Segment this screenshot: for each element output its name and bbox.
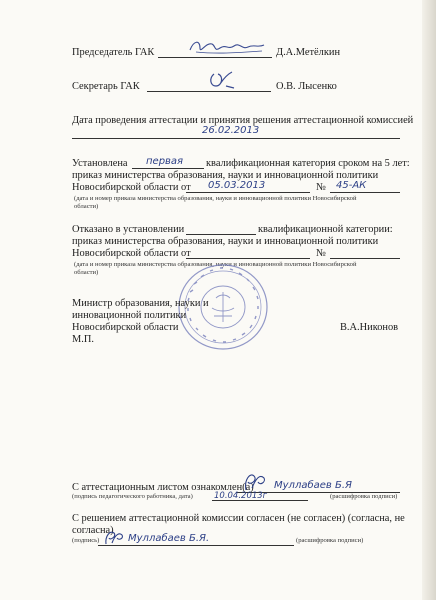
acquainted-date: 10.04.2013г: [214, 491, 268, 501]
minister-title-line-3: Новосибирской области: [72, 322, 179, 333]
acquainted-text: С аттестационным листом ознакомлен(а): [72, 482, 254, 493]
agreement-caption-left: (подпись): [72, 537, 100, 544]
minister-title-line-1: Министр образования, науки и: [72, 298, 209, 309]
agreement-signature-name: Муллабаев Б.Я.: [128, 533, 210, 544]
secretary-label: Секретарь ГАК: [72, 81, 140, 92]
established-order-date-line: [186, 192, 310, 193]
page-edge-shadow: [422, 0, 436, 600]
secretary-signature: [206, 68, 246, 94]
refused-order-number-line: [330, 258, 400, 259]
decision-heading: Дата проведения аттестации и принятия решения аттестационной комиссией: [72, 115, 414, 126]
established-prefix: Установлена: [72, 158, 128, 169]
minister-name: В.А.Никонов: [340, 322, 399, 333]
refused-suffix: квалификационной категории:: [258, 224, 393, 235]
minister-title-line-2: инновационной политики: [72, 310, 187, 321]
agreement-caption-right: (расшифровка подписи): [296, 537, 364, 544]
secretary-name: О.В. Лысенко: [276, 81, 337, 92]
chair-label: Председатель ГАК: [72, 47, 155, 58]
established-order-number-line: [330, 192, 400, 193]
established-suffix: квалификационная категория сроком на 5 лет:: [206, 158, 410, 169]
refused-note-2: области): [74, 269, 99, 276]
established-order-line: приказ министерства образования, науки и инновационной политики: [72, 170, 379, 181]
refused-order-date-line: [186, 258, 310, 259]
agreement-signature-line: [98, 545, 294, 546]
established-order-number: 45-АК: [336, 180, 367, 191]
acquainted-signature-name: Муллабаев Б.Я: [274, 480, 352, 491]
agreement-text-2: согласна): [72, 525, 114, 536]
chair-name: Д.А.Метёлкин: [276, 47, 341, 58]
refused-region-prefix: Новосибирской области от: [72, 248, 191, 259]
refused-order-line: приказ министерства образования, науки и инновационной политики: [72, 236, 379, 247]
decision-date-line: [72, 138, 400, 139]
agreement-text: С решением аттестационной комиссии согласен (не согласен) (согласна, не: [72, 513, 405, 524]
acquainted-caption-right: (расшифровка подписи): [330, 493, 398, 500]
chair-signature: [186, 36, 268, 58]
acquainted-caption-left: (подпись педагогического работника, дата): [72, 493, 193, 500]
seal-place: М.П.: [72, 334, 94, 345]
established-note: (дата и номер приказа министерства образования, науки и инновационной политики Новосибирской: [74, 195, 357, 202]
established-category: первая: [146, 156, 184, 167]
established-category-line: [132, 168, 204, 169]
established-note-2: области): [74, 203, 99, 210]
established-order-date: 05.03.2013: [208, 180, 266, 191]
established-region-prefix: Новосибирской области от: [72, 182, 191, 193]
decision-date: 26.02.2013: [202, 125, 260, 136]
refused-category-line: [186, 234, 256, 235]
refused-number-label: №: [316, 248, 326, 259]
refused-note: (дата и номер приказа министерства образования, науки и инновационной политики Новосибирской: [74, 261, 357, 268]
established-number-label: №: [316, 182, 326, 193]
refused-prefix: Отказано в установлении: [72, 224, 185, 235]
